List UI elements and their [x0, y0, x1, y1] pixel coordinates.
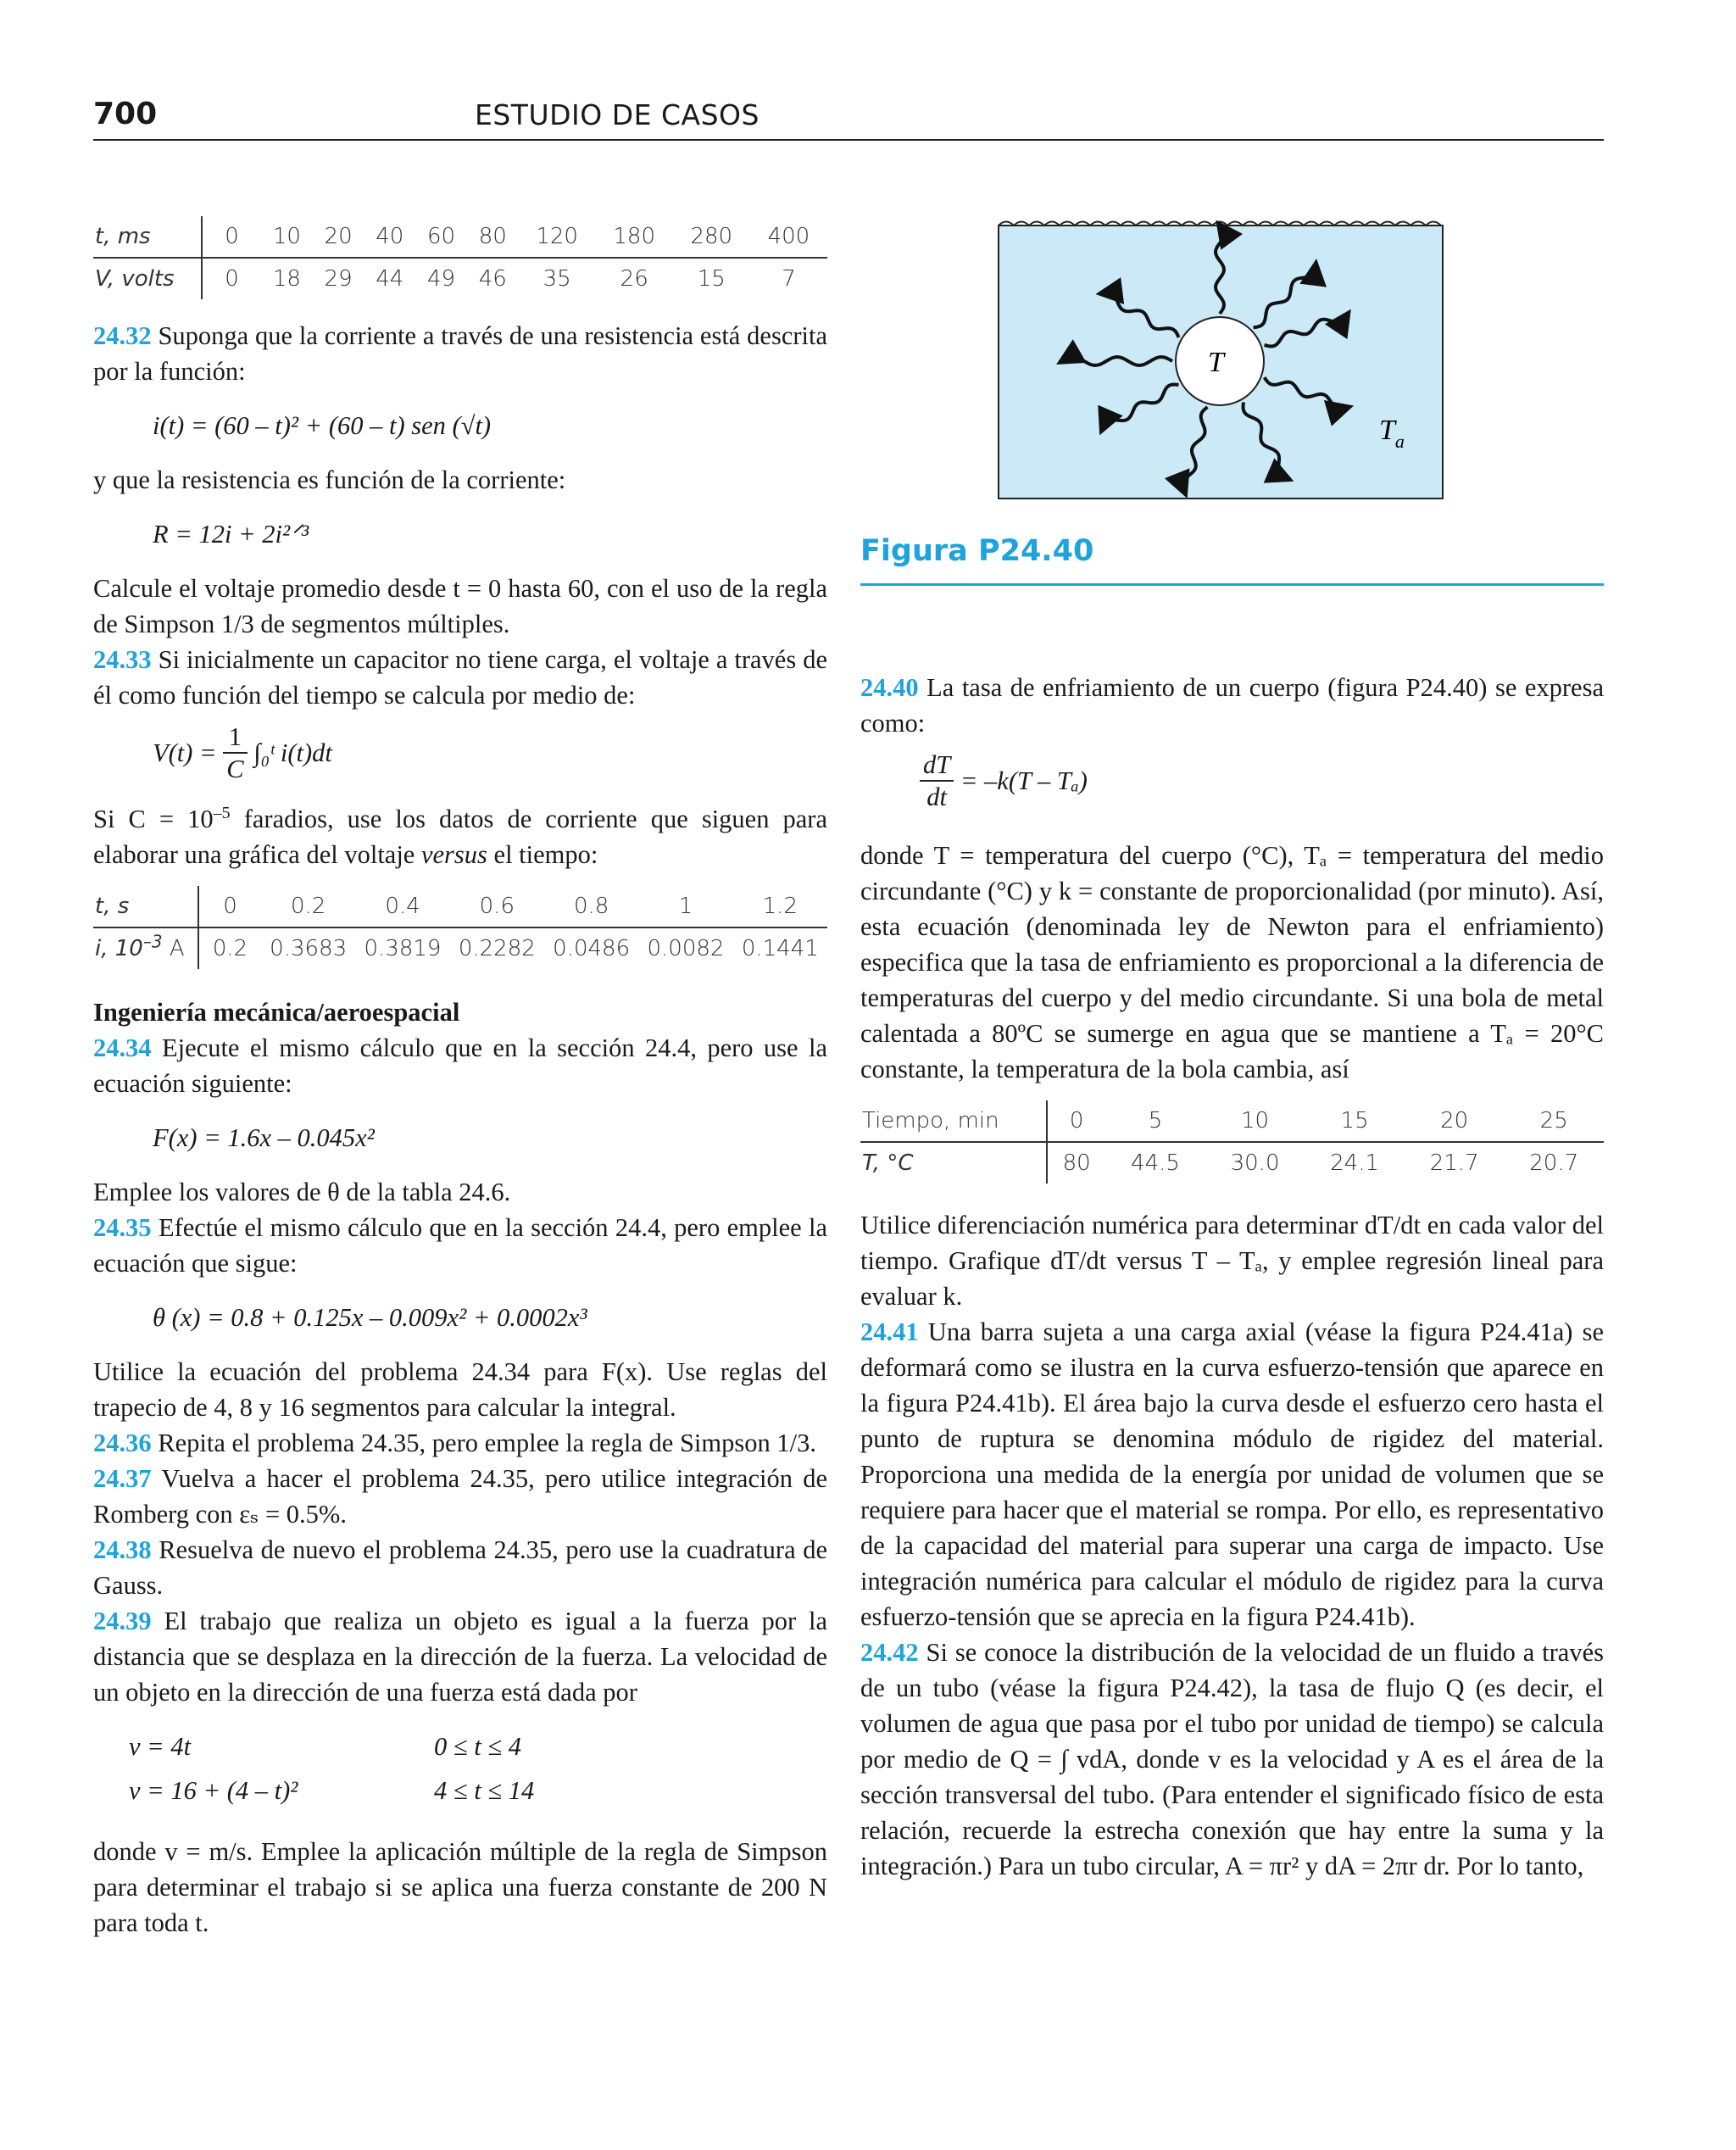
table-cell: 0.4	[355, 886, 449, 927]
table-cell: 0	[198, 886, 261, 927]
problem-number: 24.36	[93, 1429, 152, 1457]
table-cell: 20	[1405, 1100, 1505, 1142]
table-cell: 26	[620, 266, 648, 292]
table-cell: 0.0486	[553, 936, 631, 961]
problem-24-32	[93, 318, 827, 389]
table-cell: 25	[1504, 1100, 1604, 1142]
table-cell: 80	[1062, 1150, 1091, 1176]
table-cell: 30.0	[1230, 1150, 1280, 1176]
equation: R = 12i + 2i²ᐟ³	[153, 520, 309, 549]
problem-text: Repita el problema 24.35, pero emplee la regla de Simpson 1/3.	[158, 1429, 816, 1457]
table-cell: 7	[782, 266, 796, 292]
problem-24-33	[93, 642, 827, 713]
left-column	[93, 208, 827, 1941]
table-cell: 0.2	[212, 936, 248, 961]
equation-lhs: V(t) =	[153, 738, 217, 767]
problem-number: 24.37	[93, 1464, 152, 1493]
table-cell: 0.1441	[741, 936, 819, 961]
cooling-figure	[998, 217, 1444, 499]
table-cell: 20	[313, 216, 364, 258]
running-head: ESTUDIO DE CASOS	[475, 98, 760, 131]
equation: v = 16 + (4 – t)²	[129, 1776, 298, 1805]
problem-number: 24.35	[93, 1213, 152, 1242]
problem-text: Si se conoce la distribución de la velocidad de un fluido a través de un tubo (véase la figura P24.42), la tasa de flujo Q (es decir, el volumen de agua que pasa por el tubo por unidad de tiempo) se calcula por medio de Q = ∫ vdA, donde v es la velocidad y A es el área de la sección transversal del tubo. (Para entender el significado físico de esta relación, recuerde la estrecha conexión que hay entre la suma y la integración.) Para un tubo circular, A = πr² y dA = 2πr dr. Por lo tanto,	[860, 1638, 1604, 1880]
right-column	[860, 670, 1604, 1884]
problem-24-39	[93, 1603, 827, 1710]
table-cell: 29	[324, 266, 353, 292]
problem-text: Resuelva de nuevo el problema 24.35, pero use la cuadratura de Gauss.	[93, 1535, 827, 1600]
table-cell: 0.3819	[364, 936, 442, 961]
table-cell: 0.2	[261, 886, 355, 927]
problem-24-34	[93, 1030, 827, 1101]
table-cell: 46	[478, 266, 507, 292]
table-cell: 18	[272, 266, 301, 292]
current-table	[93, 886, 827, 969]
problem-number: 24.42	[860, 1638, 919, 1667]
piecewise-row	[129, 1773, 827, 1817]
problem-text: La tasa de enfriamiento de un cuerpo (figura P24.40) se expresa como:	[860, 673, 1605, 738]
table-cell: 10	[1205, 1100, 1305, 1142]
table-row	[93, 216, 827, 258]
problem-number: 24.40	[860, 673, 919, 702]
table-cell: 120	[519, 216, 596, 258]
problem-24-42	[860, 1635, 1604, 1884]
table-cell: 20.7	[1529, 1150, 1579, 1176]
table-cell: 180	[596, 216, 673, 258]
text-span: faradios, use los datos de corriente que siguen para elaborar una gráfica del voltaje	[93, 805, 827, 869]
italic-text: versus	[420, 840, 487, 869]
problem-24-35	[93, 1210, 827, 1281]
table-cell: 400	[750, 216, 827, 258]
table-cell: 24.1	[1330, 1150, 1380, 1176]
table-header-cell: t, s	[93, 886, 198, 927]
table-cell: 15	[1305, 1100, 1405, 1142]
fraction	[920, 749, 954, 812]
problem-text: Calcule el voltaje promedio desde t = 0 hasta 60, con el uso de la regla de Simpson 1/3 de segmentos múltiples.	[93, 574, 827, 638]
fraction	[223, 721, 247, 784]
fraction-numerator: dT	[920, 749, 954, 782]
table-cell: 80	[467, 216, 519, 258]
problem-text: Efectúe el mismo cálculo que en la sección 24.4, pero emplee la ecuación que sigue:	[93, 1213, 828, 1278]
table-cell: 21.7	[1429, 1150, 1479, 1176]
problem-text: donde v = m/s. Emplee la aplicación múltiple de la regla de Simpson para determinar el trabajo si se aplica una fuerza constante de 200 N para toda t.	[93, 1837, 827, 1937]
problem-number: 24.39	[93, 1607, 152, 1635]
problem-text: Vuelva a hacer el problema 24.35, pero utilice integración de Romberg con εₛ = 0.5%.	[93, 1464, 827, 1529]
page-number: 700	[93, 97, 158, 131]
table-cell: 49	[426, 266, 456, 292]
section-heading: Ingeniería mecánica/aeroespacial	[93, 998, 460, 1027]
equation: v = 4t	[129, 1732, 192, 1761]
superscript: –3	[142, 931, 163, 952]
table-row	[93, 927, 827, 969]
superscript: –5	[213, 803, 231, 822]
problem-text: Si inicialmente un capacitor no tiene carga, el voltaje a través de él como función del tiempo se calcula por medio de:	[93, 645, 827, 710]
fraction-numerator: 1	[223, 721, 247, 754]
derivative-equation	[920, 749, 1604, 826]
problem-number: 24.32	[93, 321, 152, 350]
problem-number: 24.38	[93, 1535, 152, 1564]
table-cell: 0	[202, 216, 261, 258]
label-text: T	[1379, 415, 1395, 446]
text-span: Si C = 10	[93, 805, 214, 833]
equation: F(x) = 1.6x – 0.045x²	[153, 1123, 375, 1152]
problem-number: 24.33	[93, 645, 152, 674]
fraction-denominator: C	[226, 755, 244, 783]
table-header-cell: Tiempo, min	[860, 1100, 1047, 1142]
table-cell: 60	[415, 216, 467, 258]
page-header	[93, 95, 1604, 141]
problem-24-36	[93, 1425, 827, 1461]
table-cell: 0.2282	[458, 936, 536, 961]
table-row	[860, 1142, 1604, 1184]
problem-number: 24.41	[860, 1317, 919, 1346]
table-cell: 280	[673, 216, 750, 258]
table-cell: 0	[225, 266, 239, 292]
table-cell: 1.2	[733, 886, 827, 927]
table-cell: 15	[697, 266, 726, 292]
problem-number: 24.34	[93, 1033, 152, 1062]
table-cell: 1	[638, 886, 732, 927]
table-cell: 10	[261, 216, 313, 258]
problem-text: Utilice la ecuación del problema 24.34 para F(x). Use reglas del trapecio de 4, 8 y 16 segmentos para calcular la integral.	[93, 1357, 827, 1422]
equation-range: 4 ≤ t ≤ 14	[434, 1776, 535, 1805]
ball-temperature-label: T	[1208, 347, 1224, 378]
equation-rhs: = –k(T – Tₐ)	[960, 766, 1088, 795]
figure-rule	[860, 583, 1604, 586]
table-row	[93, 886, 827, 927]
problem-text: Emplee los valores de θ de la tabla 24.6.	[93, 1178, 511, 1206]
label-text: A	[162, 936, 185, 961]
equation-rhs: ∫₀ᵗ i(t)dt	[253, 738, 332, 767]
problem-24-41	[860, 1314, 1604, 1635]
problem-24-40	[860, 670, 1604, 741]
label-text: i, 10	[95, 936, 143, 961]
integral-equation	[153, 721, 827, 796]
subscript: a	[1394, 431, 1405, 452]
table-cell: 0	[1047, 1100, 1105, 1142]
table-cell: 0.0082	[647, 936, 725, 961]
table-header-cell	[93, 927, 198, 969]
table-header-cell: V, volts	[93, 258, 202, 299]
equation-range: 0 ≤ t ≤ 4	[434, 1732, 521, 1761]
table-cell: 35	[542, 266, 571, 292]
figure-title: Figura P24.40	[860, 534, 1094, 568]
table-cell: 40	[364, 216, 415, 258]
piecewise-row	[129, 1729, 827, 1773]
equation: i(t) = (60 – t)² + (60 – t) sen (√t)	[153, 411, 492, 440]
table-row	[93, 258, 827, 299]
table-row	[860, 1100, 1604, 1142]
table-cell: 0.6	[450, 886, 544, 927]
problem-text: y que la resistencia es función de la corriente:	[93, 465, 566, 494]
text-span: el tiempo:	[487, 840, 598, 869]
table-header-cell: t, ms	[93, 216, 202, 258]
table-cell: 0.3683	[270, 936, 348, 961]
problem-text: Utilice diferenciación numérica para determinar dT/dt en cada valor del tiempo. Grafique dT/dt versus T – Tₐ, y emplee regresión lineal para evaluar k.	[860, 1211, 1604, 1311]
table-cell: 0.8	[544, 886, 638, 927]
table-header-cell: T, °C	[860, 1142, 1047, 1184]
table-cell: 44.5	[1131, 1150, 1180, 1176]
problem-text: El trabajo que realiza un objeto es igual a la fuerza por la distancia que se desplaza en la dirección de la fuerza. La velocidad de un objeto en la dirección de una fuerza está dada por	[93, 1607, 827, 1707]
problem-24-38	[93, 1532, 827, 1603]
table-cell: 5	[1105, 1100, 1205, 1142]
problem-text	[93, 801, 827, 872]
problem-text: Suponga que la corriente a través de una resistencia está descrita por la función:	[93, 321, 827, 386]
problem-24-37	[93, 1461, 827, 1532]
table-cell: 44	[376, 266, 404, 292]
problem-text: donde T = temperatura del cuerpo (°C), Tₐ = temperatura del medio circundante (°C) y k = constante de proporcionalidad (por minuto). Así, esta ecuación (denominada ley de Newton para el enfriamiento) especifica que la tasa de enfriamiento es proporcional a la diferencia de temperaturas del cuerpo y del medio circundante. Si una bola de metal calentada a 80ºC se sumerge en agua que se mantiene a Tₐ = 20°C constante, la temperatura de la bola cambia, así	[860, 841, 1604, 1083]
problem-text: Ejecute el mismo cálculo que en la sección 24.4, pero use la ecuación siguiente:	[93, 1033, 827, 1098]
equation: θ (x) = 0.8 + 0.125x – 0.009x² + 0.0002x³	[153, 1303, 587, 1332]
fraction-denominator: dt	[926, 783, 947, 811]
voltage-table	[93, 216, 827, 299]
problem-text: Una barra sujeta a una carga axial (véase la figura P24.41a) se deformará como se ilustra en la curva esfuerzo-tensión que aparece en la figura P24.41b). El área bajo la curva desde el esfuerzo cero hasta el punto de ruptura se denomina módulo de rigidez del material. Proporciona una medida de la energía por unidad de volumen que se requiere para hacer que el material se rompa. Por ello, es representativo de la capacidad del material para superar una carga de impacto. Use integración numérica para calcular el módulo de rigidez para la curva esfuerzo-tensión que se aprecia en la figura P24.41b).	[860, 1317, 1604, 1631]
temperature-table	[860, 1100, 1604, 1184]
